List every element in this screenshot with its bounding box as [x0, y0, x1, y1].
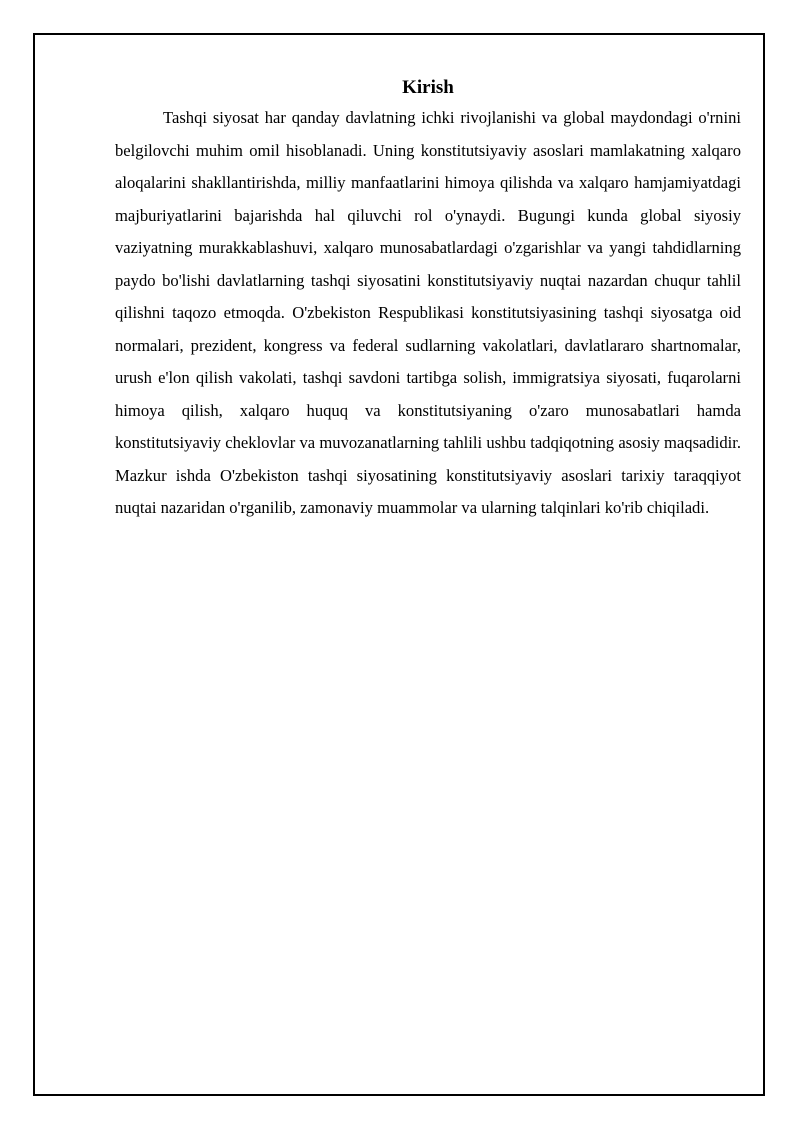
intro-paragraph: Tashqi siyosat har qanday davlatning ichki rivojlanishi va global maydondagi o'rnini belgilovchi muhim omil hisoblanadi. Uning konstitutsiyaviy asoslari mamlakatning xalqaro aloqalarini shakllantirishda, milliy manfaatlarini himoya qilishda va xalqaro hamjamiyatdagi majburiyatlarini bajarishda hal qiluvchi rol o'ynaydi. Bugungi kunda global siyosiy vaziyatning murakkablashuvi, xalqaro munosabatlardagi o'zgarishlar va yangi tahdidlarning paydo bo'lishi davlatlarning tashqi siyosatini konstitutsiyaviy nuqtai nazardan chuqur tahlil qilishni taqozo etmoqda. O'zbekiston Respublikasi konstitutsiyasining tashqi siyosatga oid normalari, prezident, kongress va federal sudlarning vakolatlari, davlatlararo shartnomalar, urush e'lon qilish vakolati, tashqi savdoni tartibga solish, immigratsiya siyosati, fuqarolarni himoya qilish, xalqaro huquq va konstitutsiyaning o'zaro munosabatlari hamda konstitutsiyaviy cheklovlar va muvozanatlarning tahlili ushbu tadqiqotning asosiy maqsadidir. Mazkur ishda O'zbekiston tashqi siyosatining konstitutsiyaviy asoslari tarixiy taraqqiyot nuqtai nazaridan o'rganilib, zamonaviy muammolar va ularning talqinlari ko'rib chiqiladi.: [115, 108, 741, 517]
section-heading: Kirish: [402, 77, 454, 98]
document-body: [115, 76, 741, 525]
